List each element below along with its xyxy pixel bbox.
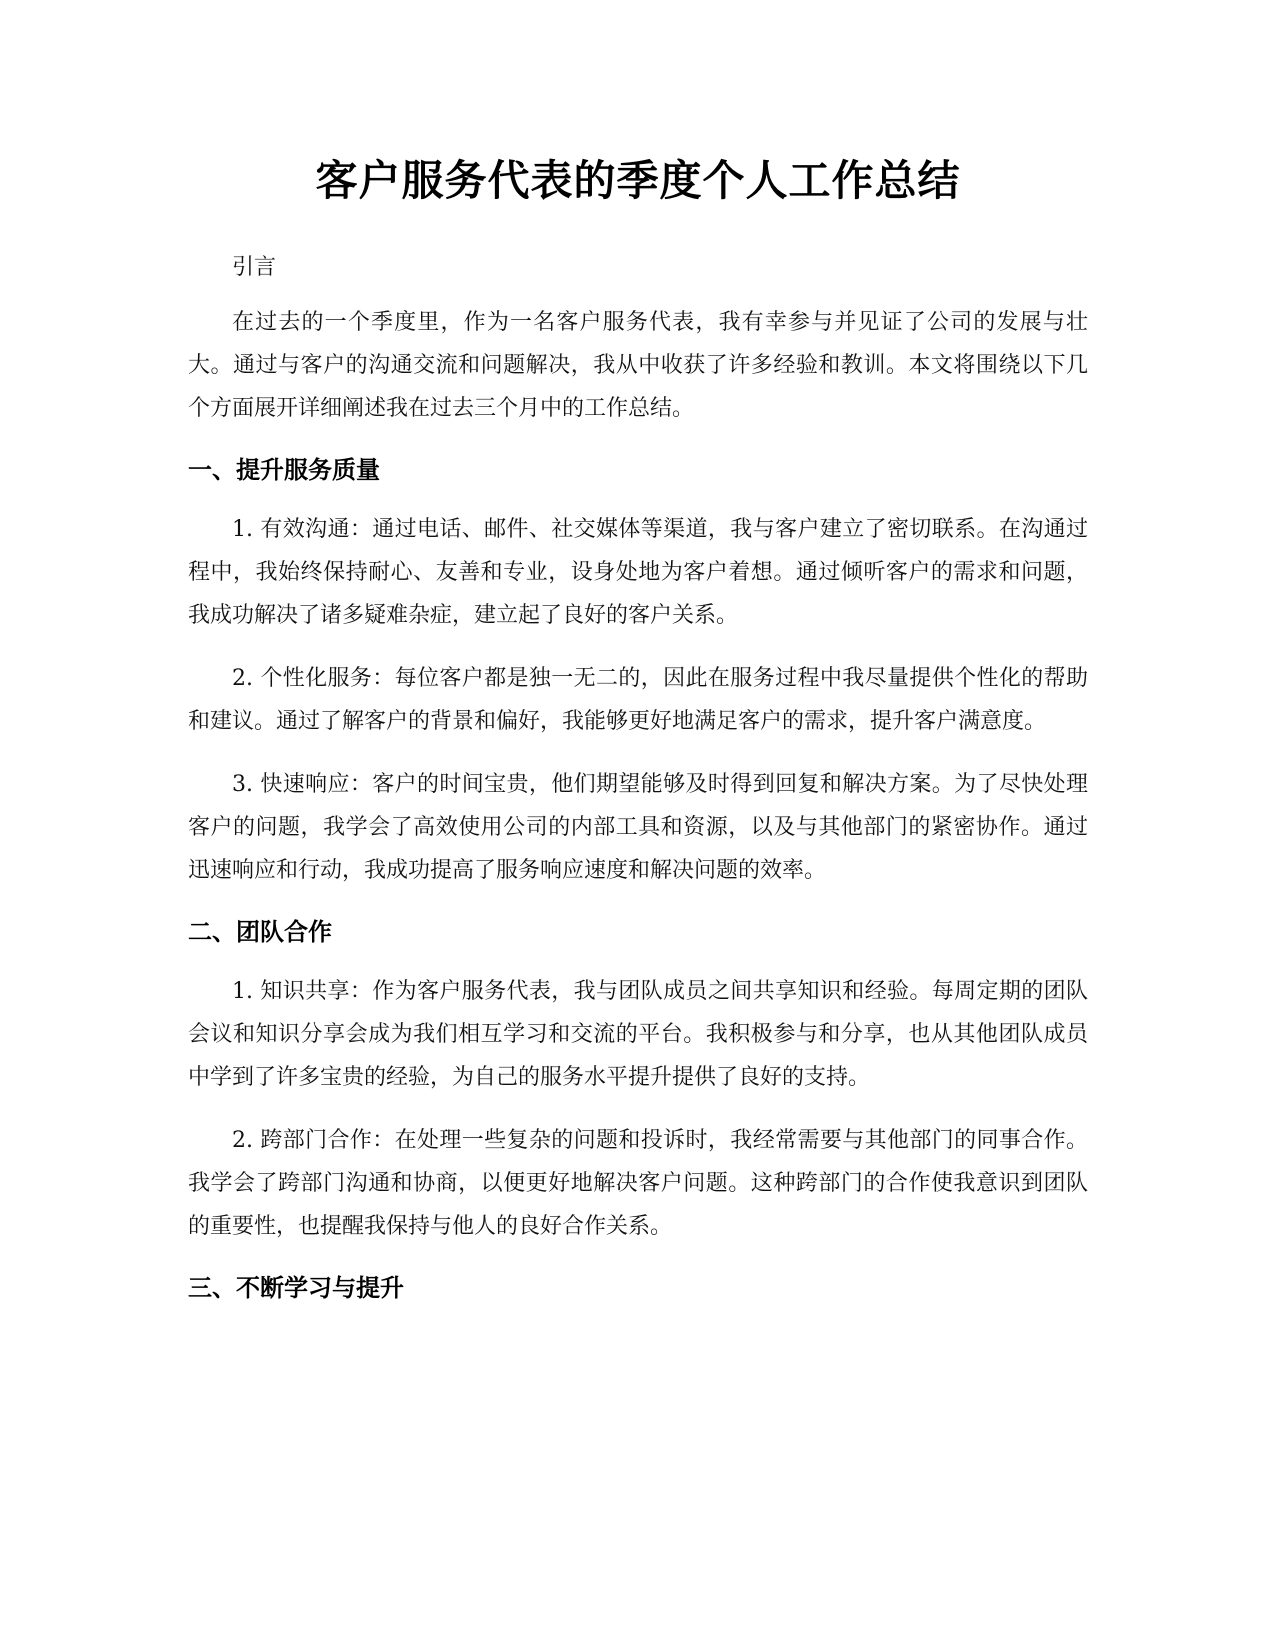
section-heading: 三、不断学习与提升 — [188, 1274, 404, 1302]
section-paragraph: 1. 知识共享：作为客户服务代表，我与团队成员之间共享知识和经验。每周定期的团队会议和知识分享会成为我们相互学习和交流的平台。我积极参与和分享，也从其他团队成员中学到了许多宝贵的经验，为自己的服务水平提升提供了良好的支持。 — [188, 979, 1088, 1090]
document-title: 客户服务代表的季度个人工作总结 — [315, 156, 961, 205]
section-continuous-learning — [188, 1268, 1088, 1308]
section-paragraph: 1. 有效沟通：通过电话、邮件、社交媒体等渠道，我与客户建立了密切联系。在沟通过程中，我始终保持耐心、友善和专业，设身处地为客户着想。通过倾听客户的需求和问题，我成功解决了诸多疑难杂症，建立起了良好的客户关系。 — [188, 517, 1088, 628]
section-heading: 二、团队合作 — [188, 918, 332, 946]
section-teamwork — [188, 912, 1088, 1248]
section-paragraph: 2. 个性化服务：每位客户都是独一无二的，因此在服务过程中我尽量提供个性化的帮助和建议。通过了解客户的背景和偏好，我能够更好地满足客户的需求，提升客户满意度。 — [188, 666, 1088, 734]
document-body — [188, 150, 1088, 1326]
section-heading: 一、提升服务质量 — [188, 456, 380, 484]
intro-paragraph: 在过去的一个季度里，作为一名客户服务代表，我有幸参与并见证了公司的发展与壮大。通过与客户的沟通交流和问题解决，我从中收获了许多经验和教训。本文将围绕以下几个方面展开详细阐述我在过去三个月中的工作总结。 — [188, 310, 1088, 421]
section-paragraph: 2. 跨部门合作：在处理一些复杂的问题和投诉时，我经常需要与其他部门的同事合作。我学会了跨部门沟通和协商，以便更好地解决客户问题。这种跨部门的合作使我意识到团队的重要性，也提醒我保持与他人的良好合作关系。 — [188, 1128, 1088, 1239]
section-paragraph: 3. 快速响应：客户的时间宝贵，他们期望能够及时得到回复和解决方案。为了尽快处理客户的问题，我学会了高效使用公司的内部工具和资源，以及与其他部门的紧密协作。通过迅速响应和行动，我成功提高了服务响应速度和解决问题的效率。 — [188, 772, 1088, 883]
section-service-quality — [188, 450, 1088, 892]
intro-label: 引言 — [232, 255, 277, 280]
